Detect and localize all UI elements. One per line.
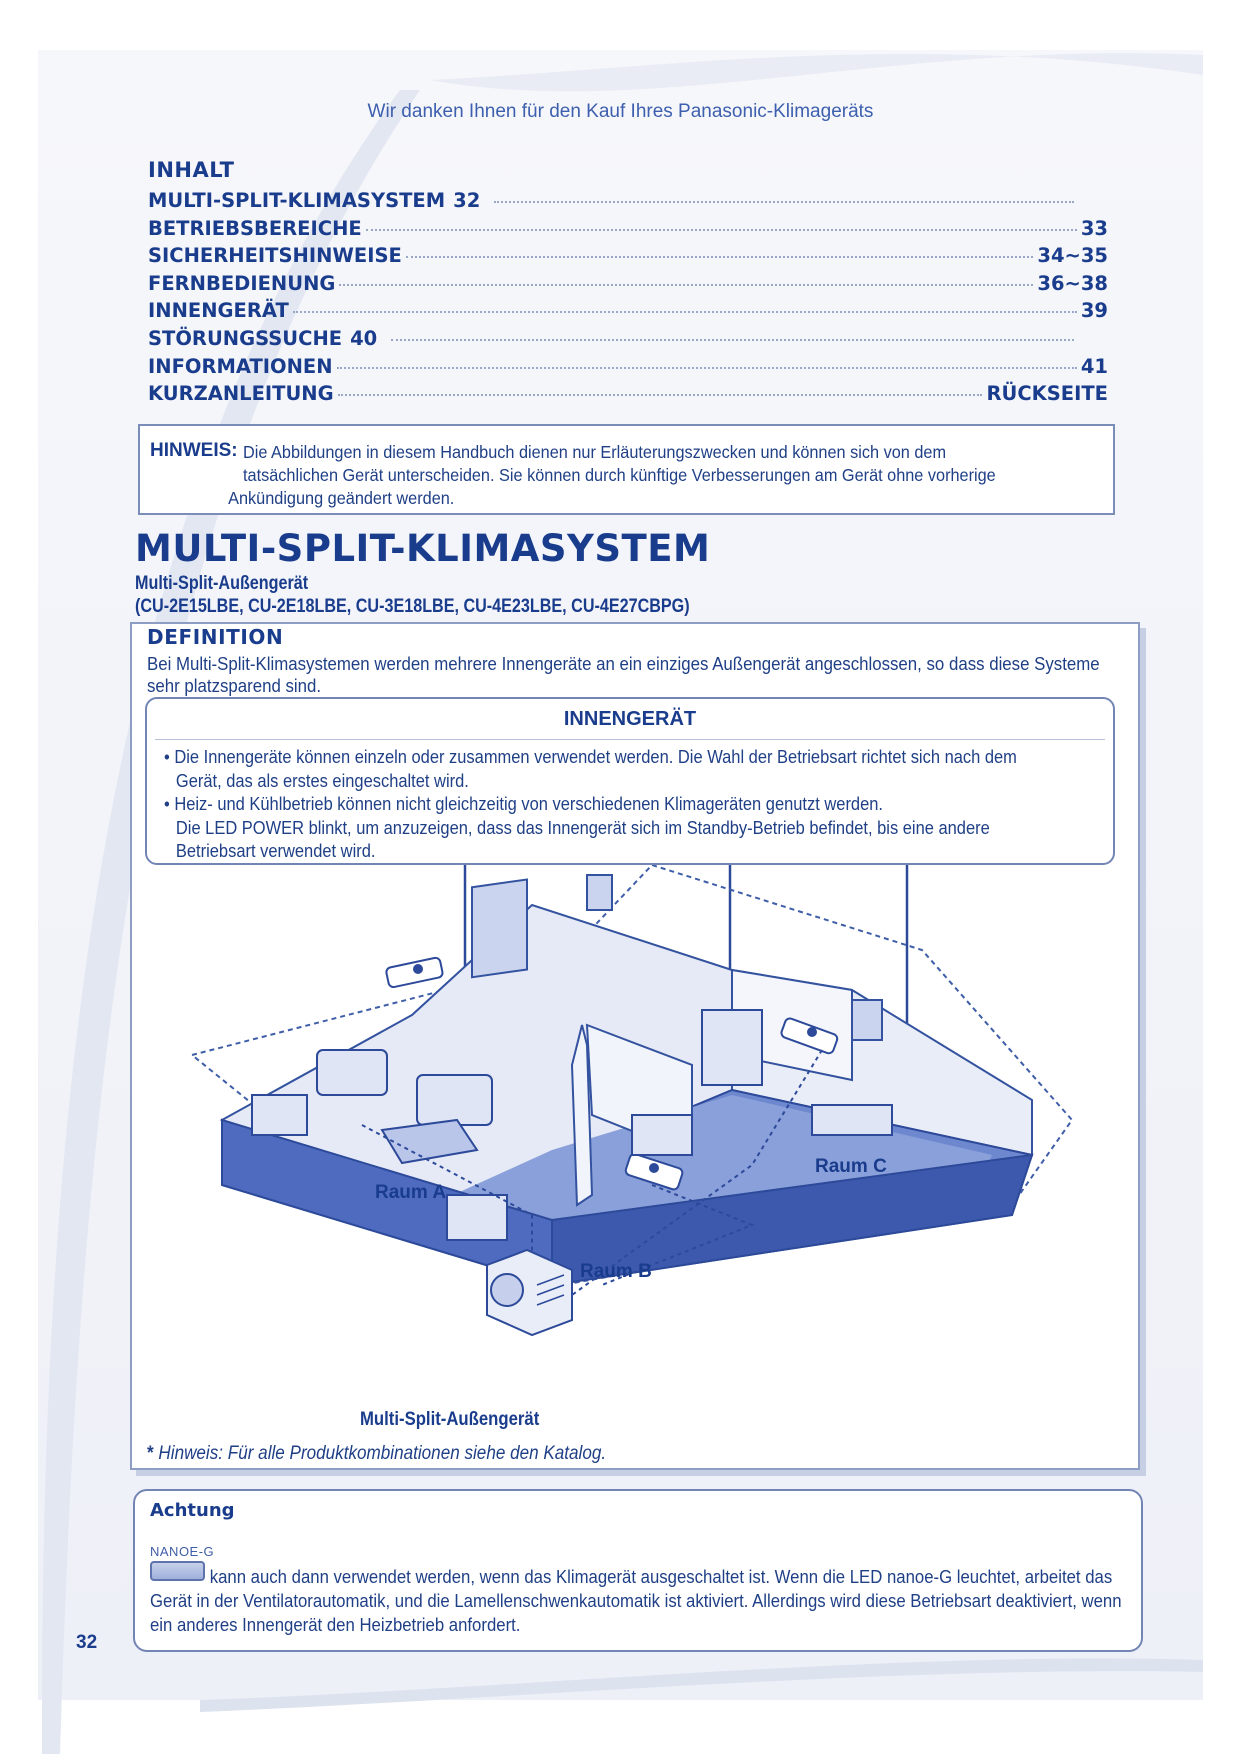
bullet-line: • Die Innengeräte können einzeln oder zusammen verwendet werden. Die Wahl der Betriebsart richtet sich nach dem: [164, 747, 1017, 767]
bullet-line: Die LED POWER blinkt, um anzuzeigen, dass das Innengerät sich im Standby-Betrieb befindet, bis eine andere: [175, 817, 990, 838]
bullet-line: • Heiz- und Kühlbetrieb können nicht gleichzeitig von verschiedenen Klimageräten genutzt werden.: [164, 794, 883, 814]
definition-text: Bei Multi-Split-Klimasystemen werden mehrere Innengeräte an ein einziges Außengerät angeschlossen, so dass diese Systeme sehr platzsparend sind.: [147, 653, 1100, 696]
toc-entry[interactable]: [148, 272, 1108, 300]
achtung-title: Achtung: [150, 1500, 235, 1521]
indoor-unit-icon: [385, 957, 443, 988]
outdoor-unit-label: Multi-Split-Außengerät: [360, 1409, 540, 1430]
innengeraet-box: [145, 697, 1115, 865]
toc-entry-page: 36~38: [1037, 271, 1108, 295]
toc-entry-page: 41: [1080, 354, 1108, 378]
section-title: MULTI-SPLIT-KLIMASYSTEM: [135, 527, 711, 570]
note-text: Hinweis: Für alle Produktkombinationen siehe den Katalog.: [153, 1443, 607, 1464]
toc-entry-page: 34~35: [1037, 244, 1108, 268]
hinweis-box: [138, 424, 1115, 515]
toc-entry-page: 32: [453, 189, 481, 212]
hinweis-line: Die Abbildungen in diesem Handbuch dienen nur Erläuterungszwecken und können sich von dem: [243, 442, 947, 462]
toc-leader: [391, 339, 1074, 341]
section-subtitle: Multi-Split-Außengerät: [135, 573, 309, 594]
hinweis-label: HINWEIS:: [150, 440, 238, 461]
toc-entry-page: RÜCKSEITE: [986, 382, 1108, 406]
bullet-line: Gerät, das als erstes eingeschaltet wird.: [175, 770, 469, 791]
toc-entry[interactable]: [148, 299, 1108, 327]
toc-entry[interactable]: [148, 355, 1108, 383]
page-number: 32: [76, 1632, 98, 1653]
toc-entry-title: KURZANLEITUNG: [148, 382, 334, 406]
toc-leader: [366, 229, 1077, 231]
toc-entry-title: BETRIEBSBEREICHE: [148, 216, 362, 240]
toc-entry[interactable]: [148, 382, 1108, 410]
toc-entry-title: INNENGERÄT: [148, 299, 289, 323]
toc-entry-title: STÖRUNGSSUCHE: [148, 326, 343, 350]
toc-entry-page: 39: [1080, 299, 1108, 323]
catalog-note: [147, 1443, 606, 1465]
table-of-contents: [148, 189, 1108, 410]
toc-entry[interactable]: [148, 189, 1108, 217]
toc-entry[interactable]: [148, 244, 1108, 272]
house-illustration: [132, 865, 1137, 1415]
bullet-line: Betriebsart verwendet wird.: [175, 841, 376, 861]
nanoe-label: NANOE-G: [150, 1544, 215, 1559]
note-asterisk: *: [147, 1443, 154, 1464]
toc-entry-page: 40: [350, 326, 378, 350]
thanks-line: Wir danken Ihnen für den Kauf Ihres Panasonic-Klimageräts: [367, 101, 874, 122]
hinweis-text: [228, 441, 1043, 510]
model-list: (CU-2E15LBE, CU-2E18LBE, CU-3E18LBE, CU-4E23LBE, CU-4E27CBPG): [135, 596, 690, 617]
divider: [155, 739, 1105, 740]
room-label-c: Raum C: [815, 1156, 887, 1177]
toc-entry[interactable]: [148, 327, 1108, 355]
toc-entry-title: SICHERHEITSHINWEISE: [148, 244, 402, 268]
toc-leader: [494, 201, 1074, 203]
toc-entry-title: INFORMATIONEN: [148, 354, 333, 378]
achtung-text: kann auch dann verwendet werden, wenn das Klimagerät ausgeschaltet ist. Wenn die LED nanoe-G leuchtet, arbeitet das Gerät in der Ventilatorautomatik, und die Lamellenschwenkautomatik ist aktiviert. Allerdings wird diese Betriebsart deaktiviert, wenn ein anderes Innengerät den Heizbetrieb anfordert.: [150, 1566, 1122, 1635]
toc-heading: INHALT: [148, 158, 235, 182]
innengeraet-title: INNENGERÄT: [563, 708, 697, 730]
toc-leader: [338, 394, 983, 396]
toc-leader: [337, 367, 1077, 369]
toc-entry[interactable]: [148, 217, 1108, 245]
room-label-b: Raum B: [580, 1261, 652, 1282]
toc-entry-title: MULTI-SPLIT-KLIMASYSTEM: [148, 189, 446, 212]
toc-leader: [406, 256, 1034, 258]
innengeraet-bullets: [164, 746, 1116, 864]
room-label-a: Raum A: [375, 1182, 447, 1203]
toc-leader: [339, 284, 1033, 286]
hinweis-line: Ankündigung geändert werden.: [228, 488, 455, 508]
definition-heading: DEFINITION: [147, 625, 284, 649]
toc-entry-title: FERNBEDIENUNG: [148, 271, 336, 295]
toc-entry-page: 33: [1080, 216, 1108, 240]
toc-leader: [293, 311, 1077, 313]
hinweis-line: tatsächlichen Gerät unterscheiden. Sie können durch künftige Verbesserungen am Gerät ohne vorherige: [243, 465, 996, 485]
